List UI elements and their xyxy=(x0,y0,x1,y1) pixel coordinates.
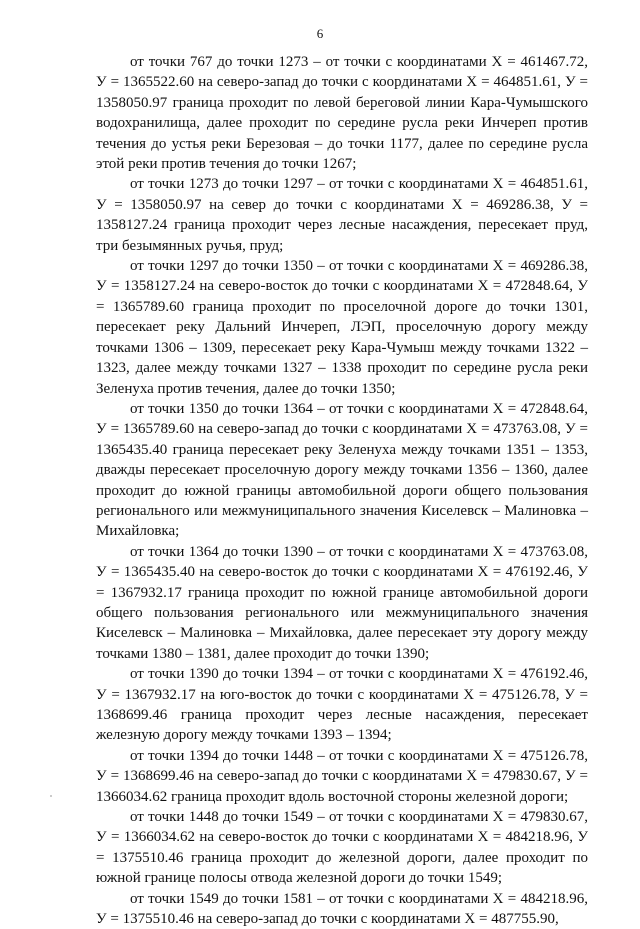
boundary-paragraph: от точки 1549 до точки 1581 – от точки с координатами X = 484218.96, У = 1375510.46 на северо-запад до точки с координатами X = 487755.90, xyxy=(96,890,588,928)
boundary-paragraph: от точки 1390 до точки 1394 – от точки с координатами X = 476192.46, У = 1367932.17 на юго-восток до точки с координатами X = 475126.78, У = 1368699.46 граница проходит через лесные насаждения, пересекает железную дорогу между точками 1393 – 1394; xyxy=(96,666,588,744)
boundary-paragraph: от точки 1448 до точки 1549 – от точки с координатами X = 479830.67, У = 1366034.62 на северо-восток до точки с координатами X = 484218.96, У = 1375510.46 граница проходит до железной дороги, далее проходит по южной границе полосы отвода железной дороги до точки 1549; xyxy=(96,809,588,887)
boundary-paragraph: от точки 1394 до точки 1448 – от точки с координатами X = 475126.78, У = 1368699.46 на северо-запад до точки с координатами X = 479830.67, У = 1366034.62 граница проходит вдоль восточной стороны железной дороги; xyxy=(96,747,588,805)
page-number: 6 xyxy=(316,26,324,41)
boundary-paragraph: от точки 1297 до точки 1350 – от точки с координатами X = 469286.38, У = 1358127.24 на северо-восток до точки с координатами X = 472848.64, У = 1365789.60 граница проходит по проселочной дороге до точки 1301, пересекает реку Дальний Инчереп, ЛЭП, проселочную дорогу между точками 1306 – 1309, пересекает реку Кара-Чумыш между точками 1322 – 1323, далее между точками 1327 – 1338 проходит по середине русла реки Зеленуха против течения, далее до точки 1350; xyxy=(96,258,588,397)
document-body xyxy=(96,52,588,929)
boundary-paragraph: от точки 1273 до точки 1297 – от точки с координатами X = 464851.61, У = 1358050.97 на север до точки с координатами X = 469286.38, У = 1358127.24 граница проходит через лесные насаждения, пересекает пруд, три безымянных ручья, пруд; xyxy=(96,176,588,254)
boundary-paragraph: от точки 767 до точки 1273 – от точки с координатами X = 461467.72, У = 1365522.60 на северо-запад до точки с координатами X = 464851.61, У = 1358050.97 граница проходит по левой береговой линии Кара-Чумышского водохранилища, далее проходит по середине русла реки Инчереп против течения до устья реки Березовая – до точки 1177, далее по середине русла этой реки против течения до точки 1267; xyxy=(96,54,588,173)
boundary-paragraph: от точки 1364 до точки 1390 – от точки с координатами X = 473763.08, У = 1365435.40 на северо-восток до точки с координатами X = 476192.46, У = 1367932.17 граница проходит по южной границе автомобильной дороги общего пользования регионального или межмуниципального значения Киселевск – Малиновка – Михайловка, далее пересекает эту дорогу между точками 1380 – 1381, далее проходит до точки 1390; xyxy=(96,543,588,662)
scan-speck xyxy=(50,795,52,797)
boundary-paragraph: от точки 1350 до точки 1364 – от точки с координатами X = 472848.64, У = 1365789.60 на северо-запад до точки с координатами X = 473763.08, У = 1365435.40 граница пересекает реку Зеленуха между точками 1351 – 1353, дважды пересекает проселочную дорогу между точками 1356 – 1360, далее проходит до южной границы автомобильной дороги общего пользования регионального или межмуниципального значения Киселевск – Малиновка – Михайловка; xyxy=(96,400,588,540)
